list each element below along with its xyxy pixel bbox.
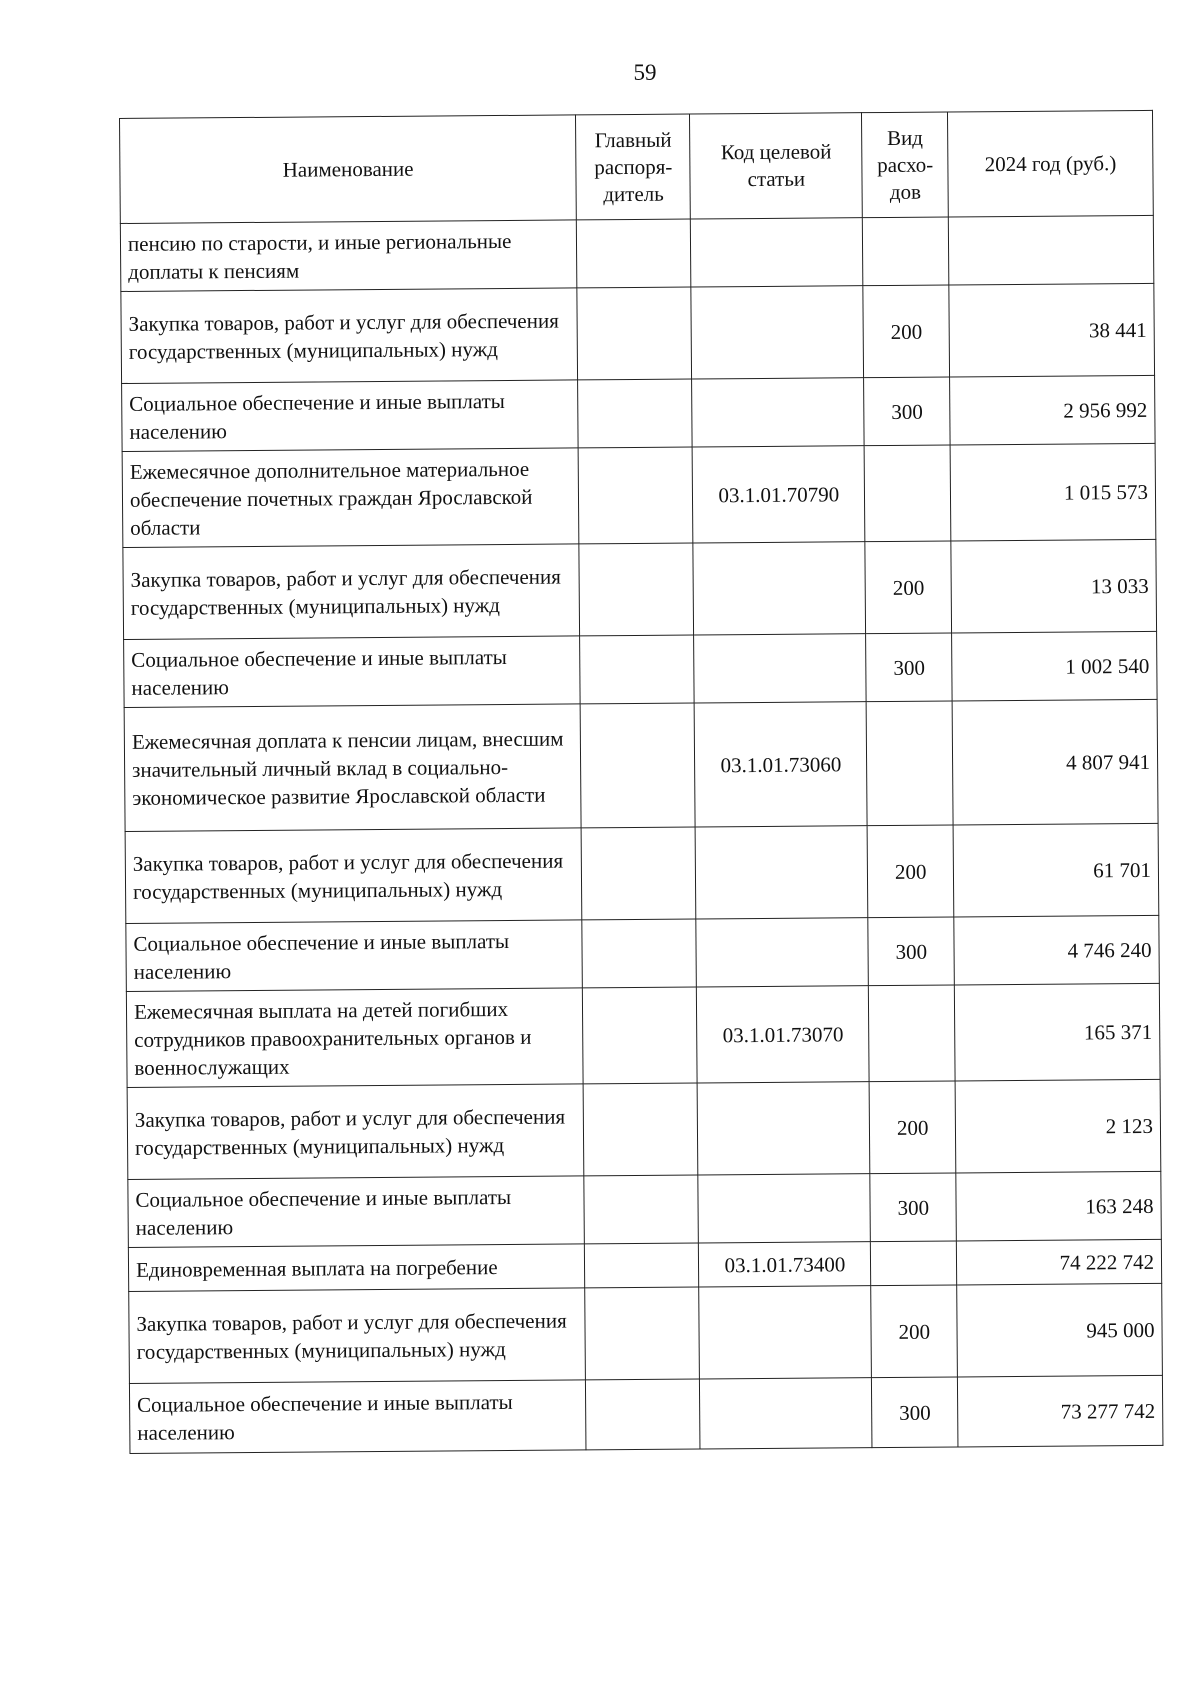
cell-code [691, 218, 863, 287]
cell-name: Социальное обеспечение и иные выплаты населению [126, 920, 583, 992]
cell-admin [582, 919, 696, 988]
cell-type: 200 [865, 541, 952, 634]
cell-admin [578, 379, 692, 448]
cell-name: Социальное обеспечение и иные выплаты населению [124, 636, 581, 708]
cell-code [698, 1174, 870, 1243]
cell-sum: 2 123 [955, 1079, 1160, 1173]
cell-sum: 38 441 [949, 283, 1154, 377]
cell-code [699, 1286, 872, 1379]
cell-type [863, 217, 949, 286]
table-row [128, 1171, 1162, 1247]
cell-admin [579, 447, 694, 544]
page-number: 59 [633, 60, 657, 85]
cell-name: Закупка товаров, работ и услуг для обеспечения государственных (муниципальных) нужд [125, 828, 582, 924]
cell-type: 200 [869, 1081, 956, 1174]
table-row [124, 699, 1158, 831]
cell-sum: 1 015 573 [950, 443, 1155, 541]
header-admin: Главный распоря-дитель [576, 114, 691, 220]
cell-sum: 165 371 [955, 983, 1160, 1081]
table-row [129, 1375, 1163, 1453]
cell-code: 03.1.01.73060 [695, 702, 868, 827]
cell-code [696, 918, 868, 987]
cell-code [694, 634, 866, 703]
cell-name: Ежемесячное дополнительное материальное обеспечение почетных граждан Ярославской области [122, 448, 579, 548]
cell-name: Социальное обеспечение и иные выплаты населению [129, 1380, 586, 1454]
cell-sum: 13 033 [951, 539, 1156, 633]
cell-name: Закупка товаров, работ и услуг для обеспечения государственных (муниципальных) нужд [127, 1084, 584, 1180]
cell-type: 200 [863, 285, 950, 378]
budget-table [119, 110, 1163, 1454]
cell-name: Социальное обеспечение и иные выплаты населению [122, 380, 579, 452]
cell-sum: 163 248 [956, 1171, 1161, 1241]
cell-name: Закупка товаров, работ и услуг для обеспечения государственных (муниципальных) нужд [123, 544, 580, 640]
table-row [126, 915, 1160, 991]
cell-type: 200 [871, 1285, 958, 1378]
cell-admin [584, 1175, 698, 1244]
cell-type: 300 [872, 1377, 959, 1448]
table-row [125, 823, 1159, 923]
cell-sum [949, 215, 1154, 285]
table-row [124, 631, 1158, 707]
cell-code [695, 826, 868, 919]
cell-type [871, 1241, 957, 1286]
cell-sum: 945 000 [957, 1283, 1162, 1377]
cell-sum: 2 956 992 [950, 375, 1155, 445]
cell-admin [579, 543, 694, 636]
table-header-row [120, 110, 1154, 223]
table-row [121, 283, 1155, 383]
cell-admin [577, 287, 692, 380]
cell-admin [581, 703, 696, 828]
cell-code: 03.1.01.73400 [699, 1242, 871, 1287]
cell-name: Закупка товаров, работ и услуг для обеспечения государственных (муниципальных) нужд [121, 288, 578, 384]
cell-admin [583, 987, 698, 1084]
cell-sum: 4 746 240 [954, 915, 1159, 985]
table-row [120, 215, 1154, 291]
table-row [126, 983, 1160, 1087]
header-sum: 2024 год (руб.) [948, 110, 1154, 217]
table-row [129, 1283, 1163, 1383]
cell-code [691, 286, 864, 379]
table-row [122, 375, 1156, 451]
cell-sum: 74 222 742 [957, 1239, 1162, 1285]
cell-admin [585, 1287, 700, 1380]
cell-type [869, 985, 956, 1082]
cell-code: 03.1.01.73070 [697, 986, 870, 1083]
header-name: Наименование [120, 115, 577, 224]
cell-type: 200 [867, 825, 954, 918]
header-code: Код целевой статьи [690, 113, 863, 219]
cell-type [866, 701, 953, 826]
cell-type [864, 445, 951, 542]
cell-sum: 61 701 [953, 823, 1158, 917]
cell-admin [586, 1379, 700, 1450]
cell-type: 300 [866, 633, 952, 702]
cell-type: 300 [870, 1173, 956, 1242]
cell-name: Закупка товаров, работ и услуг для обеспечения государственных (муниципальных) нужд [129, 1288, 586, 1384]
cell-admin [585, 1243, 699, 1288]
cell-name: Единовременная выплата на погребение [128, 1244, 585, 1292]
table-row [127, 1079, 1161, 1179]
cell-name: Ежемесячная выплата на детей погибших сотрудников правоохранительных органов и военнослужащих [126, 988, 583, 1088]
cell-sum: 73 277 742 [958, 1375, 1163, 1447]
cell-admin [584, 1083, 699, 1176]
table-row [123, 539, 1157, 639]
cell-code [692, 378, 864, 447]
header-type: Вид расхо-дов [862, 112, 949, 218]
cell-code [698, 1082, 871, 1175]
cell-sum: 1 002 540 [952, 631, 1157, 701]
cell-code: 03.1.01.70790 [693, 446, 866, 543]
cell-admin [577, 219, 691, 288]
cell-admin [582, 827, 697, 920]
cell-code [700, 1378, 872, 1449]
cell-type: 300 [868, 917, 954, 986]
cell-name: пенсию по старости, и иные региональные доплаты к пенсиям [120, 220, 577, 292]
table-row [122, 443, 1156, 547]
cell-code [693, 542, 866, 635]
cell-name: Ежемесячная доплата к пенсии лицам, внесшим значительный личный вклад в социально-экономическое развитие Ярославской области [124, 704, 581, 832]
cell-admin [580, 635, 694, 704]
cell-name: Социальное обеспечение и иные выплаты населению [128, 1176, 585, 1248]
cell-sum: 4 807 941 [952, 699, 1158, 825]
cell-type: 300 [864, 377, 950, 446]
